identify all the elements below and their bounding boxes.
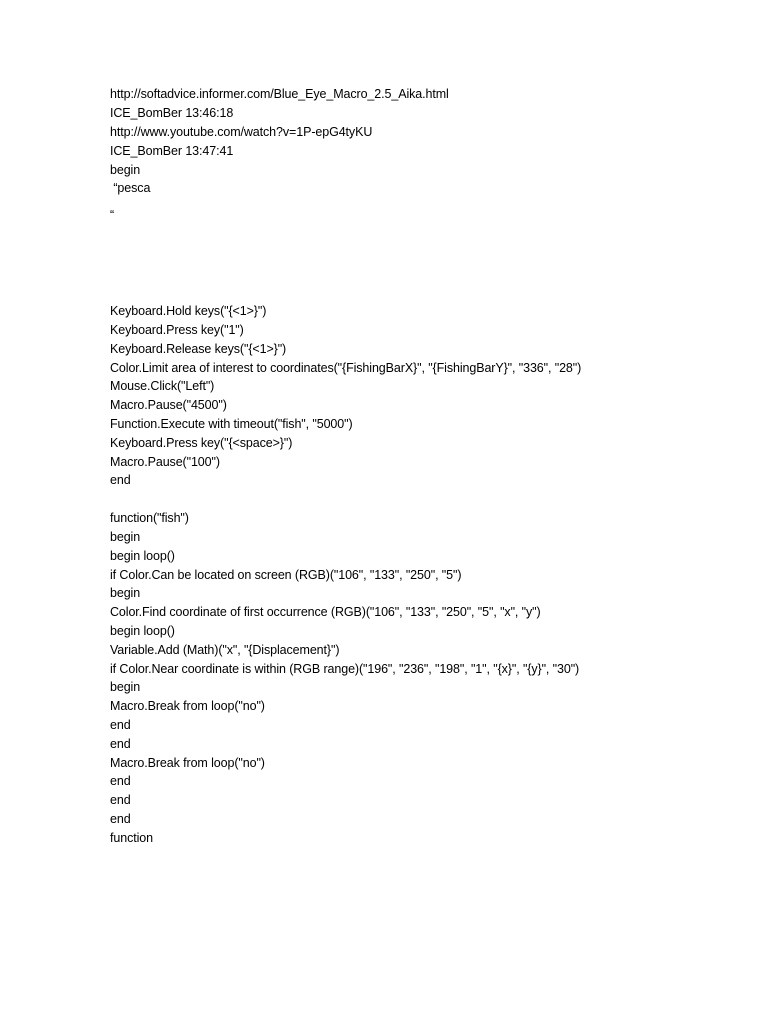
text-line: Color.Find coordinate of first occurrence (RGB)("106", "133", "250", "5", "x", "y") (110, 605, 541, 619)
text-line: begin (110, 530, 141, 544)
text-line: http://www.youtube.com/watch?v=1P-epG4tyKU (110, 125, 373, 139)
text-line: begin loop() (110, 624, 175, 638)
text-line: function("fish") (110, 511, 189, 525)
text-line: begin loop() (110, 549, 175, 563)
text-line: Macro.Break from loop("no") (110, 699, 265, 713)
text-line: Mouse.Click("Left") (110, 379, 215, 393)
text-line: end (110, 793, 131, 807)
text-line: ICE_BomBer 13:46:18 (110, 106, 234, 120)
text-line: Color.Limit area of interest to coordinates("{FishingBarX}", "{FishingBarY}", "336", "28") (110, 361, 582, 375)
text-line: Keyboard.Press key("{<space>}") (110, 436, 293, 450)
text-line: end (110, 473, 131, 487)
text-line: end (110, 774, 131, 788)
text-line: if Color.Can be located on screen (RGB)("106", "133", "250", "5") (110, 568, 462, 582)
text-line: Keyboard.Release keys("{<1>}") (110, 342, 287, 356)
text-line: ICE_BomBer 13:47:41 (110, 144, 234, 158)
text-line: begin (110, 680, 141, 694)
text-line: Macro.Pause("100") (110, 455, 220, 469)
text-line: end (110, 737, 131, 751)
text-line: function (110, 831, 153, 845)
text-line: end (110, 812, 131, 826)
text-line: “ (110, 208, 115, 222)
text-line: begin (110, 163, 141, 177)
text-line: if Color.Near coordinate is within (RGB range)("196", "236", "198", "1", "{x}", "{y}", "30") (110, 662, 580, 676)
text-line: “pesca (110, 181, 151, 195)
text-line: Macro.Break from loop("no") (110, 756, 265, 770)
text-line: Keyboard.Press key("1") (110, 323, 244, 337)
text-line: Macro.Pause("4500") (110, 398, 227, 412)
text-line: Variable.Add (Math)("x", "{Displacement}") (110, 643, 340, 657)
text-line: Keyboard.Hold keys("{<1>}") (110, 304, 267, 318)
text-line: Function.Execute with timeout("fish", "5000") (110, 417, 353, 431)
text-line: begin (110, 586, 141, 600)
text-line: http://softadvice.informer.com/Blue_Eye_Macro_2.5_Aika.html (110, 87, 449, 101)
text-line: end (110, 718, 131, 732)
